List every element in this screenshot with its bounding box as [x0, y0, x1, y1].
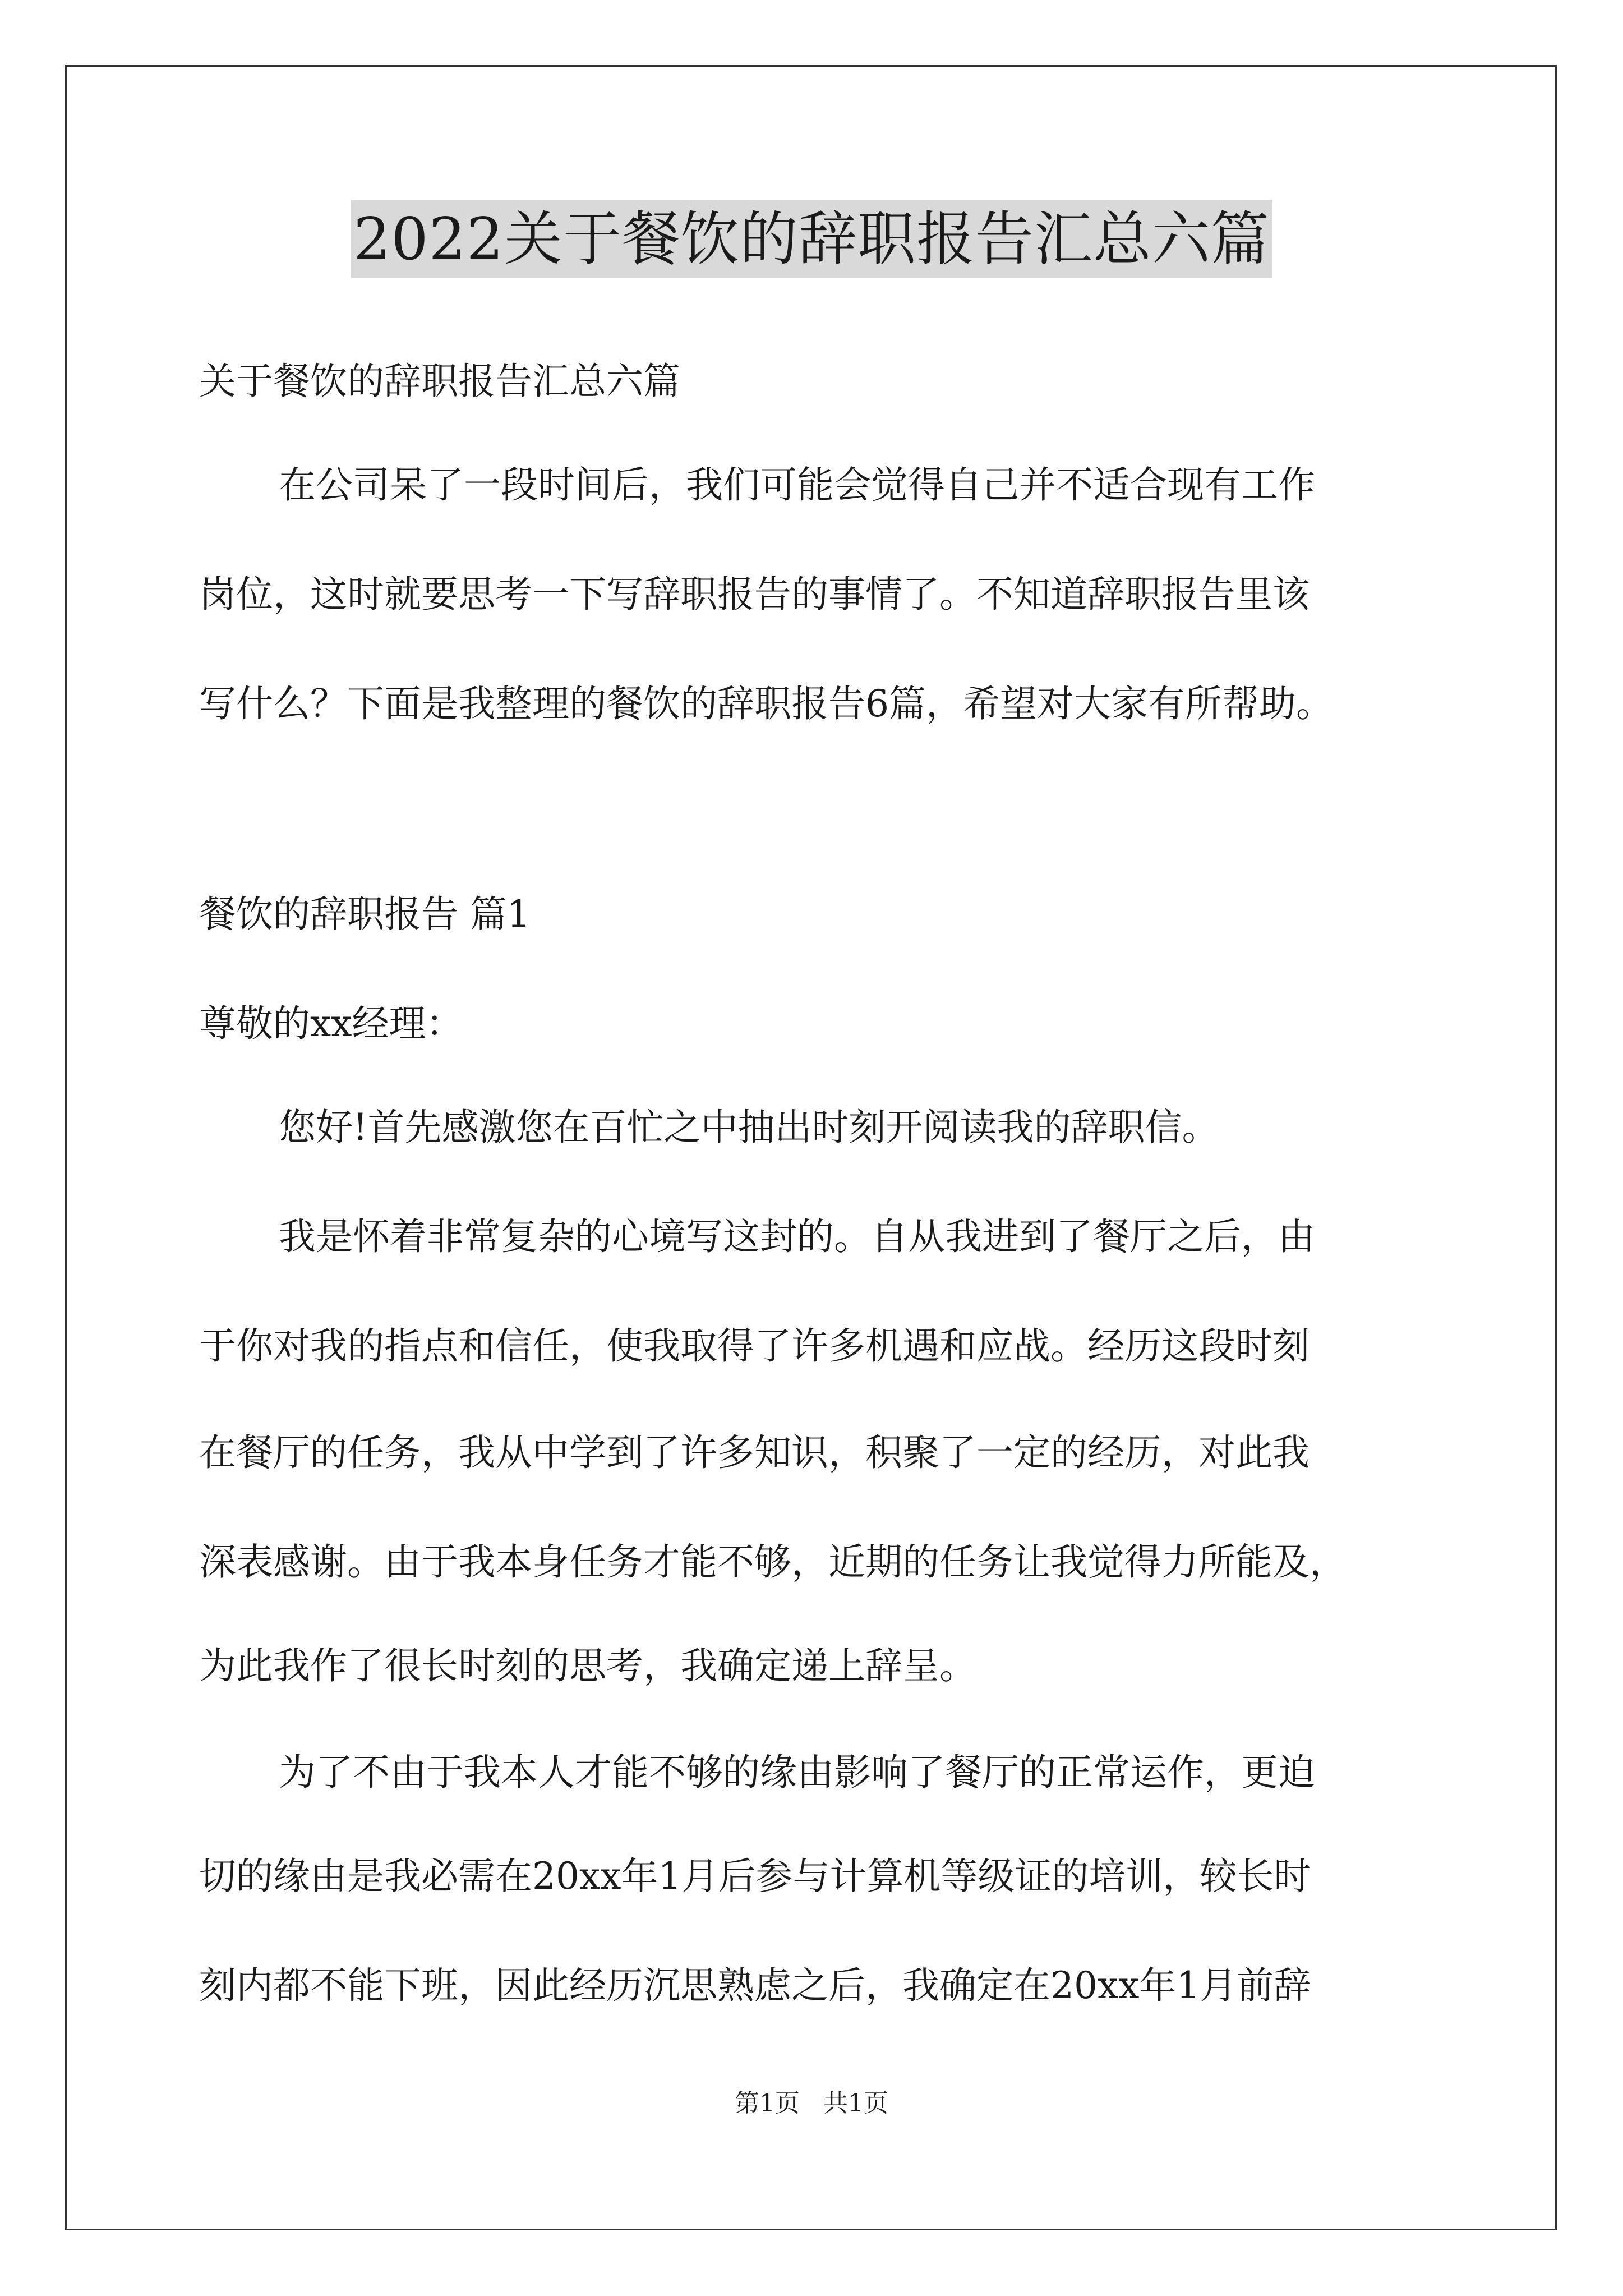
- document-title: 2022关于餐饮的辞职报告汇总六篇: [351, 200, 1272, 278]
- paragraph-line: 于你对我的指点和信任，使我取得了许多机遇和应战。经历这段时刻: [199, 1324, 1310, 1368]
- paragraph-line: 写什么？下面是我整理的餐饮的辞职报告6篇，希望对大家有所帮助。: [199, 682, 1333, 725]
- paragraph-line: 切的缘由是我必需在20xx年1月后参与计算机等级证的培训，较长时: [199, 1855, 1311, 1898]
- paragraph-line: 深表感谢。由于我本身任务才能不够，近期的任务让我觉得力所能及，: [199, 1540, 1347, 1584]
- paragraph-line: 岗位，这时就要思考一下写辞职报告的事情了。不知道辞职报告里该: [199, 573, 1310, 616]
- title-container: [0, 200, 1623, 278]
- paragraph-line: 我是怀着非常复杂的心境写这封的。自从我进到了餐厅之后，由: [279, 1215, 1315, 1258]
- page-footer: [0, 2087, 1623, 2120]
- page-total: 共1页: [823, 2089, 888, 2118]
- paragraph-line: 您好!首先感激您在百忙之中抽出时刻开阅读我的辞职信。: [279, 1106, 1219, 1149]
- salutation-line: 尊敬的xx经理：: [199, 1002, 463, 1045]
- subtitle-line: 关于餐饮的辞职报告汇总六篇: [199, 360, 680, 403]
- paragraph-line: 为了不由于我本人才能不够的缘由影响了餐厅的正常运作，更迫: [279, 1751, 1315, 1794]
- section-heading: 餐饮的辞职报告 篇1: [199, 892, 531, 936]
- page-number: 第1页: [735, 2089, 800, 2118]
- paragraph-line: 为此我作了很长时刻的思考，我确定递上辞呈。: [199, 1644, 976, 1687]
- paragraph-line: 在餐厅的任务，我从中学到了许多知识，积聚了一定的经历，对此我: [199, 1431, 1310, 1474]
- paragraph-line: 在公司呆了一段时间后，我们可能会觉得自己并不适合现有工作: [279, 463, 1315, 507]
- paragraph-line: 刻内都不能下班，因此经历沉思熟虑之后，我确定在20xx年1月前辞: [199, 1964, 1311, 2007]
